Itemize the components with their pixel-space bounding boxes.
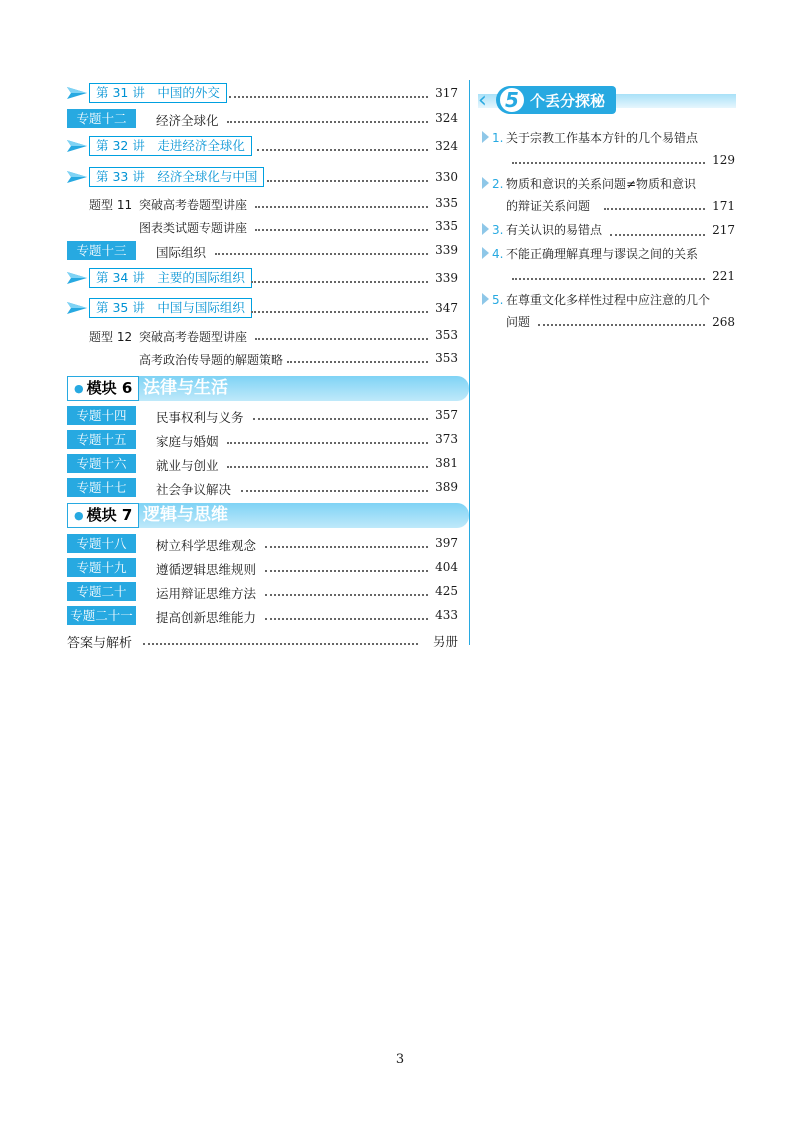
toc-topic-15[interactable] bbox=[67, 429, 458, 449]
page-number: 339 bbox=[435, 271, 458, 285]
topic-tag: 专题二十 bbox=[67, 582, 136, 601]
leader-dots bbox=[253, 418, 428, 420]
toc-topic-19[interactable] bbox=[67, 557, 458, 577]
page-number: 217 bbox=[712, 223, 735, 237]
leader-dots bbox=[215, 253, 428, 255]
leader-dots bbox=[610, 234, 705, 236]
paper-plane-icon bbox=[67, 84, 87, 102]
topic-tag: 专题十九 bbox=[67, 558, 136, 577]
toc-topic-18[interactable] bbox=[67, 533, 458, 553]
lecture-title: 第 33 讲 经济全球化与中国 bbox=[89, 167, 264, 187]
item-number: 2. bbox=[492, 177, 504, 191]
paper-plane-icon bbox=[67, 299, 87, 317]
module-7-header[interactable] bbox=[67, 503, 469, 528]
leader-dots bbox=[265, 618, 428, 620]
topic-tag: 专题十八 bbox=[67, 534, 136, 553]
page-number: 171 bbox=[712, 199, 735, 213]
page-footer-number: 3 bbox=[395, 1052, 405, 1067]
topic-title: 就业与创业 bbox=[156, 458, 219, 473]
leader-dots bbox=[255, 338, 428, 340]
sidebar-item-5[interactable] bbox=[482, 290, 735, 330]
leader-dots bbox=[265, 594, 428, 596]
bullet-icon: ● bbox=[74, 381, 84, 395]
toc-topic-21[interactable] bbox=[67, 605, 458, 625]
toc-question-type-11b[interactable] bbox=[67, 216, 458, 236]
paper-plane-icon bbox=[67, 137, 87, 155]
topic-tag: 专题十二 bbox=[67, 109, 136, 128]
page-number: 330 bbox=[435, 170, 458, 184]
leader-dots bbox=[538, 324, 705, 326]
topic-tag: 专题十四 bbox=[67, 406, 136, 425]
question-type-title: 图表类试题专题讲座 bbox=[139, 221, 248, 235]
paper-plane-icon bbox=[67, 269, 87, 287]
toc-lecture-32[interactable] bbox=[67, 136, 458, 156]
page-number: 335 bbox=[435, 196, 458, 210]
leader-dots bbox=[251, 311, 428, 313]
topic-title: 遵循逻辑思维规则 bbox=[156, 562, 257, 577]
toc-topic-12[interactable] bbox=[67, 108, 458, 128]
page-number: 339 bbox=[435, 243, 458, 257]
leader-dots bbox=[255, 206, 428, 208]
topic-tag: 专题十五 bbox=[67, 430, 136, 449]
paper-plane-icon bbox=[67, 168, 87, 186]
leader-dots bbox=[255, 229, 428, 231]
toc-topic-14[interactable] bbox=[67, 405, 458, 425]
page-number: 268 bbox=[712, 315, 735, 329]
page-number: 353 bbox=[435, 351, 458, 365]
page-number: 425 bbox=[435, 584, 458, 598]
topic-title: 运用辩证思维方法 bbox=[156, 586, 257, 601]
chevron-left-icon: ‹ bbox=[478, 88, 487, 113]
page-number: 324 bbox=[435, 111, 458, 125]
arrow-marker-icon bbox=[482, 177, 489, 189]
question-type-title: 高考政治传导题的解题策略 bbox=[139, 353, 284, 367]
leader-dots bbox=[227, 121, 428, 123]
sidebar-item-4[interactable] bbox=[482, 244, 735, 284]
item-title-line2: 问题 bbox=[506, 315, 531, 329]
item-title: 不能正确理解真理与谬误之间的关系 bbox=[506, 247, 699, 261]
lecture-title: 第 32 讲 走进经济全球化 bbox=[89, 136, 252, 156]
sidebar-item-2[interactable] bbox=[482, 174, 735, 214]
topic-tag: 专题二十一 bbox=[67, 606, 136, 625]
sidebar-header bbox=[478, 86, 736, 116]
toc-lecture-35[interactable] bbox=[67, 298, 458, 318]
page-number: 357 bbox=[435, 408, 458, 422]
lecture-title: 第 34 讲 主要的国际组织 bbox=[89, 268, 252, 288]
module-label bbox=[67, 376, 139, 401]
module-title: 逻辑与思维 bbox=[139, 503, 469, 528]
toc-question-type-12b[interactable] bbox=[67, 348, 458, 368]
module-number: 模块 6 bbox=[86, 379, 133, 397]
page-number: 433 bbox=[435, 608, 458, 622]
leader-dots bbox=[257, 149, 428, 151]
leader-dots bbox=[267, 180, 428, 182]
page-number: 397 bbox=[435, 536, 458, 550]
arrow-marker-icon bbox=[482, 223, 489, 235]
item-title-line2: 的辩证关系问题 bbox=[506, 199, 591, 213]
item-number: 4. bbox=[492, 247, 504, 261]
topic-title: 家庭与婚姻 bbox=[156, 434, 219, 449]
topic-title: 民事权利与义务 bbox=[156, 410, 244, 425]
toc-lecture-34[interactable] bbox=[67, 268, 458, 288]
page-number: 389 bbox=[435, 480, 458, 494]
page-number: 317 bbox=[435, 86, 458, 100]
lecture-title: 第 35 讲 中国与国际组织 bbox=[89, 298, 252, 318]
leader-dots bbox=[143, 643, 418, 645]
sidebar-item-3[interactable] bbox=[482, 220, 735, 240]
leader-dots bbox=[512, 162, 705, 164]
item-title: 物质和意识的关系问题≠物质和意识 bbox=[506, 177, 697, 191]
column-divider bbox=[469, 80, 470, 645]
arrow-marker-icon bbox=[482, 131, 489, 143]
toc-question-type-11a[interactable] bbox=[67, 193, 458, 213]
toc-lecture-31[interactable] bbox=[67, 83, 458, 103]
topic-tag: 专题十七 bbox=[67, 478, 136, 497]
leader-dots bbox=[512, 278, 705, 280]
page-number: 另册 bbox=[432, 634, 458, 649]
topic-tag: 专题十六 bbox=[67, 454, 136, 473]
sidebar-item-1[interactable] bbox=[482, 128, 735, 168]
topic-title: 提高创新思维能力 bbox=[156, 610, 257, 625]
lecture-title: 第 31 讲 中国的外交 bbox=[89, 83, 227, 103]
page-number: 129 bbox=[712, 153, 735, 167]
topic-title: 国际组织 bbox=[156, 245, 207, 260]
leader-dots bbox=[227, 466, 428, 468]
toc-topic-16[interactable] bbox=[67, 453, 458, 473]
bullet-icon: ● bbox=[74, 508, 84, 522]
item-number: 5. bbox=[492, 293, 504, 307]
toc-topic-20[interactable] bbox=[67, 581, 458, 601]
page-number: 404 bbox=[435, 560, 458, 574]
toc-question-type-12a[interactable] bbox=[67, 325, 458, 345]
arrow-marker-icon bbox=[482, 293, 489, 305]
module-title: 法律与生活 bbox=[139, 376, 469, 401]
leader-dots bbox=[604, 208, 705, 210]
leader-dots bbox=[227, 442, 428, 444]
question-type-title: 突破高考卷题型讲座 bbox=[139, 330, 248, 344]
item-title: 有关认识的易错点 bbox=[506, 223, 603, 237]
question-type-label: 题型 11 bbox=[89, 198, 133, 212]
page-number: 373 bbox=[435, 432, 458, 446]
topic-title: 树立科学思维观念 bbox=[156, 538, 257, 553]
topic-title: 社会争议解决 bbox=[156, 482, 232, 497]
toc-topic-13[interactable] bbox=[67, 240, 458, 260]
module-label bbox=[67, 503, 139, 528]
badge-number: 5 bbox=[498, 86, 526, 114]
page-number: 353 bbox=[435, 328, 458, 342]
item-number: 3. bbox=[492, 223, 504, 237]
question-type-title: 突破高考卷题型讲座 bbox=[139, 198, 248, 212]
topic-tag: 专题十三 bbox=[67, 241, 136, 260]
leader-dots bbox=[229, 96, 428, 98]
question-type-label: 题型 12 bbox=[89, 330, 133, 344]
page-number: 347 bbox=[435, 301, 458, 315]
module-6-header[interactable] bbox=[67, 376, 469, 401]
sidebar-heading: 个丢分探秘 bbox=[530, 92, 606, 110]
leader-dots bbox=[265, 546, 428, 548]
page-number: 381 bbox=[435, 456, 458, 470]
page-number: 221 bbox=[712, 269, 735, 283]
leader-dots bbox=[241, 490, 428, 492]
item-number: 1. bbox=[492, 131, 504, 145]
leader-dots bbox=[287, 361, 428, 363]
topic-title: 经济全球化 bbox=[156, 113, 219, 128]
toc-answers[interactable] bbox=[67, 630, 458, 650]
item-title: 关于宗教工作基本方针的几个易错点 bbox=[506, 131, 699, 145]
leader-dots bbox=[265, 570, 428, 572]
page-number: 335 bbox=[435, 219, 458, 233]
module-number: 模块 7 bbox=[86, 506, 133, 524]
toc-topic-17[interactable] bbox=[67, 477, 458, 497]
answers-title: 答案与解析 bbox=[67, 636, 133, 651]
arrow-marker-icon bbox=[482, 247, 489, 259]
page-number: 324 bbox=[435, 139, 458, 153]
leader-dots bbox=[251, 281, 428, 283]
toc-lecture-33[interactable] bbox=[67, 167, 458, 187]
item-title: 在尊重文化多样性过程中应注意的几个 bbox=[506, 293, 711, 307]
